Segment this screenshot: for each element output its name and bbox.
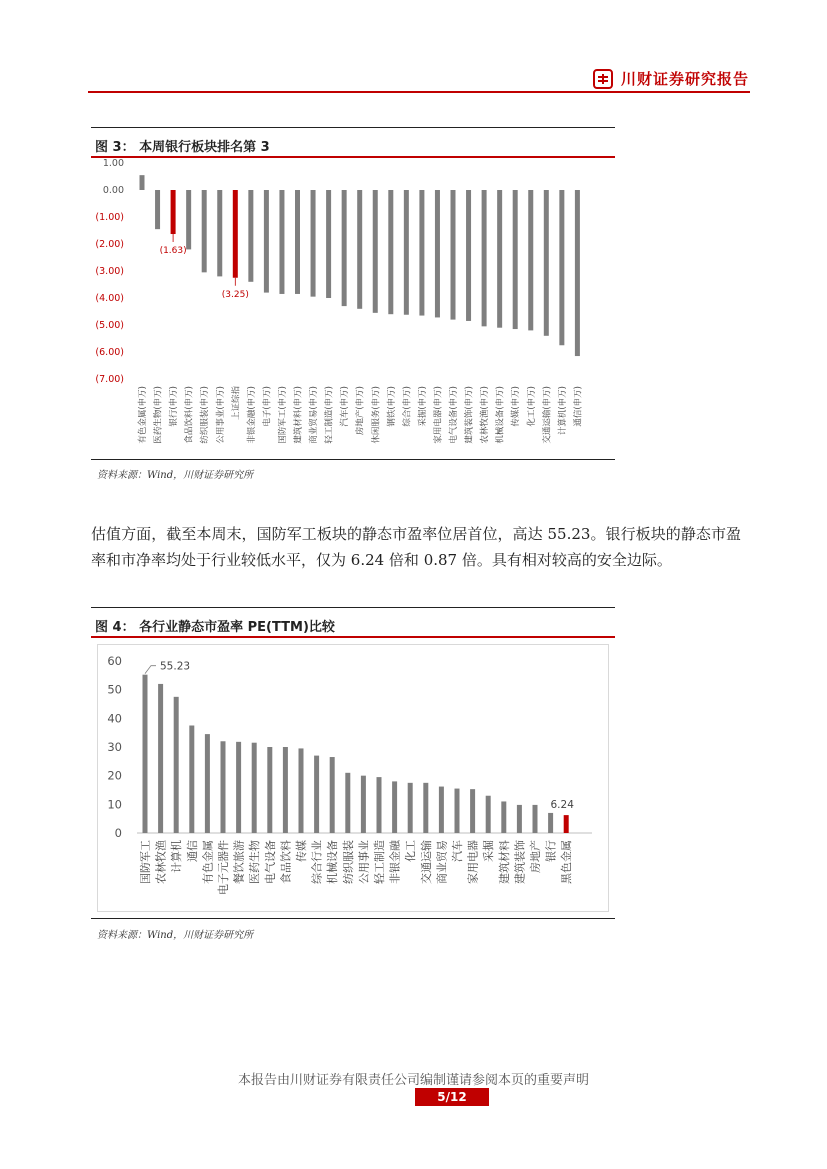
fig3-bar: [217, 190, 222, 276]
fig4-x-tick-label: 餐饮旅游: [232, 840, 246, 884]
fig4-x-tick-label: 食品饮料: [279, 840, 293, 884]
fig4-x-tick-label: 建筑材料: [497, 840, 511, 884]
fig4-source: 资料来源：Wind，川财证券研究所: [97, 930, 254, 941]
fig3-data-label: (1.63): [159, 246, 187, 257]
fig4-chart-frame: [97, 644, 609, 912]
fig3-y-tick-label: (3.00): [95, 266, 124, 277]
fig4-x-tick-label: 计算机: [170, 840, 184, 873]
fig4-x-tick-label: 轻工制造: [373, 840, 386, 884]
fig4-x-tick-label: 综合行业: [310, 840, 324, 884]
fig4-x-tick-label: 银行: [544, 840, 558, 862]
fig4-x-tick-label: 国防军工: [139, 840, 152, 884]
fig4-y-tick-label: 0: [114, 826, 122, 840]
fig3-bar: [528, 190, 533, 330]
fig4-x-tick-label: 汽车: [451, 840, 464, 862]
fig4-x-tick-label: 家用电器: [466, 840, 480, 884]
fig3-x-tick-label: 汽车(申万): [340, 386, 351, 427]
fig4-x-tick-label: 建筑装饰: [513, 840, 527, 884]
fig3-bar: [171, 190, 176, 234]
fig3-bar: [544, 190, 549, 336]
fig3-y-tick-label: (5.00): [95, 320, 124, 331]
fig4-y-tick-label: 50: [107, 682, 122, 697]
fig3-y-tick-label: 0.00: [102, 185, 124, 196]
fig4-x-tick-label: 公用事业: [357, 840, 371, 884]
fig3-bar: [435, 190, 440, 317]
fig4-x-tick-label: 通信: [185, 840, 199, 862]
fig4-x-tick-label: 采掘: [482, 840, 496, 862]
fig3-bar: [559, 190, 564, 345]
cczq-logo-icon: [593, 69, 613, 89]
fig3-y-tick-label: (4.00): [95, 293, 124, 304]
header-rule: [88, 91, 750, 93]
fig3-bar: [357, 190, 362, 309]
report-brand: [593, 68, 749, 89]
fig3-bar: [248, 190, 253, 282]
fig4-y-tick-label: 30: [107, 740, 122, 754]
fig4-y-tick-label: 20: [107, 768, 122, 783]
valuation-paragraph: 估值方面，截至本周末，国防军工板块的静态市盈率位居首位，高达 55.23。银行板块的静态市盈率和市净率均处于行业较低水平，仅为 6.24 倍和 0.87 倍。具有相对较高的安全边际。: [91, 525, 741, 569]
fig3-bar: [482, 190, 487, 326]
fig3-bar: [155, 190, 160, 229]
fig3-x-tick-label: 轻工制造(申万): [324, 386, 335, 444]
footer-disclaimer: 本报告由川财证券有限责任公司编制谨请参阅本页的重要声明: [237, 1073, 589, 1088]
fig3-x-tick-label: 公用事业(申万): [215, 386, 226, 444]
brand-text: 川财证券研究报告: [620, 70, 749, 88]
fig3-x-tick-label: 纺织服装(申万): [200, 386, 211, 444]
fig3-source: 资料来源：Wind，川财证券研究所: [97, 470, 254, 481]
fig3-x-tick-label: 采掘(申万): [417, 386, 428, 427]
fig3-x-tick-label: 上证综指: [231, 386, 242, 421]
fig3-data-label: (3.25): [221, 289, 249, 300]
fig3-x-tick-label: 机械设备(申万): [495, 386, 506, 444]
fig4-y-tick-label: 10: [107, 797, 122, 812]
fig3-bar: [295, 190, 300, 294]
fig3-x-tick-label: 钢铁(申万): [386, 386, 397, 427]
fig3-y-tick-label: (6.00): [95, 347, 124, 358]
fig3-bar: [279, 190, 284, 294]
fig3-bottom-rule: [91, 459, 615, 460]
fig3-bar: [233, 190, 238, 278]
fig3-bar: [342, 190, 347, 306]
fig3-x-tick-label: 电气设备(申万): [449, 386, 459, 444]
fig3-x-tick-label: 食品饮料(申万): [184, 386, 195, 444]
fig3-y-tick-label: (1.00): [95, 212, 124, 223]
fig3-title: 图 3： 本周银行板块排名第 3: [95, 140, 270, 155]
fig3-x-tick-label: 建筑装饰(申万): [464, 386, 475, 444]
fig3-bar: [388, 190, 393, 314]
fig3-bar: [326, 190, 331, 298]
fig3-bar: [497, 190, 502, 328]
fig3-bar: [140, 175, 145, 190]
fig4-x-tick-label: 非银金融: [388, 840, 402, 884]
fig4-x-tick-label: 商业贸易: [435, 840, 449, 884]
fig3-x-tick-label: 国防军工(申万): [277, 386, 288, 444]
fig3-x-tick-label: 交通运输(申万): [542, 386, 553, 444]
fig4-x-tick-label: 黑色金属: [560, 840, 574, 884]
fig3-x-tick-label: 农林牧渔(申万): [480, 386, 491, 444]
fig3-x-tick-label: 通信(申万): [573, 386, 584, 427]
fig3-bar: [311, 190, 316, 297]
fig4-data-label: 6.24: [550, 799, 574, 812]
fig3-bar: [575, 190, 580, 356]
fig3-bar: [186, 190, 191, 249]
fig4-y-tick-label: 60: [107, 654, 122, 668]
fig3-top-rule: [91, 127, 615, 128]
fig3-bar: [419, 190, 424, 316]
fig4-x-tick-label: 有色金属: [201, 840, 215, 884]
fig3-x-tick-label: 医药生物(申万): [153, 386, 164, 444]
fig4-y-tick-label: 40: [107, 711, 122, 726]
fig3-x-tick-label: 有色金属(申万): [138, 386, 148, 444]
page-number: 5/12: [415, 1088, 489, 1106]
fig3-bar: [513, 190, 518, 329]
fig3-x-tick-label: 电子(申万): [262, 386, 273, 427]
fig4-x-tick-label: 传媒: [295, 840, 308, 862]
fig3-x-tick-label: 综合(申万): [402, 386, 413, 427]
fig3-x-tick-label: 房地产(申万): [355, 386, 366, 436]
fig4-data-label: 55.23: [160, 660, 191, 673]
fig3-bar: [202, 190, 207, 272]
fig4-x-tick-label: 化工: [404, 840, 418, 862]
fig3-y-tick-label: (2.00): [95, 239, 124, 250]
fig4-title: 图 4： 各行业静态市盈率 PE(TTM)比较: [95, 620, 335, 635]
fig3-y-tick-label: (7.00): [95, 374, 124, 385]
fig4-x-tick-label: 电气设备: [263, 840, 277, 884]
fig4-x-tick-label: 电子元器件: [217, 840, 230, 895]
fig3-x-tick-label: 计算机(申万): [557, 386, 568, 436]
fig3-title-rule: [91, 156, 615, 158]
fig3-x-tick-label: 非银金融(申万): [246, 386, 257, 444]
fig3-bar: [451, 190, 456, 320]
fig3-x-tick-label: 银行(申万): [169, 386, 180, 427]
fig4-x-tick-label: 交通运输: [419, 840, 433, 884]
fig3-x-tick-label: 休闲服务(申万): [371, 386, 382, 444]
fig3-x-tick-label: 家用电器(申万): [433, 386, 444, 444]
fig4-x-tick-label: 农林牧渔: [154, 840, 168, 884]
fig3-x-tick-label: 商业贸易(申万): [309, 386, 320, 444]
fig3-bar: [264, 190, 269, 293]
fig3-bar: [404, 190, 409, 315]
fig3-x-tick-label: 建筑材料(申万): [293, 386, 304, 444]
fig4-x-tick-label: 机械设备: [326, 840, 340, 884]
fig3-x-tick-label: 传媒(申万): [511, 386, 522, 427]
fig4-x-tick-label: 医药生物: [248, 840, 262, 884]
fig3-x-tick-label: 化工(申万): [526, 386, 537, 427]
fig4-x-tick-label: 纺织服装: [341, 840, 355, 884]
fig3-y-tick-label: 1.00: [102, 158, 124, 169]
fig3-bar: [466, 190, 471, 321]
fig4-title-rule: [91, 636, 615, 638]
fig4-bottom-rule: [91, 918, 615, 919]
fig4-top-rule: [91, 607, 615, 608]
fig3-bar: [373, 190, 378, 313]
fig4-x-tick-label: 房地产: [529, 840, 542, 873]
